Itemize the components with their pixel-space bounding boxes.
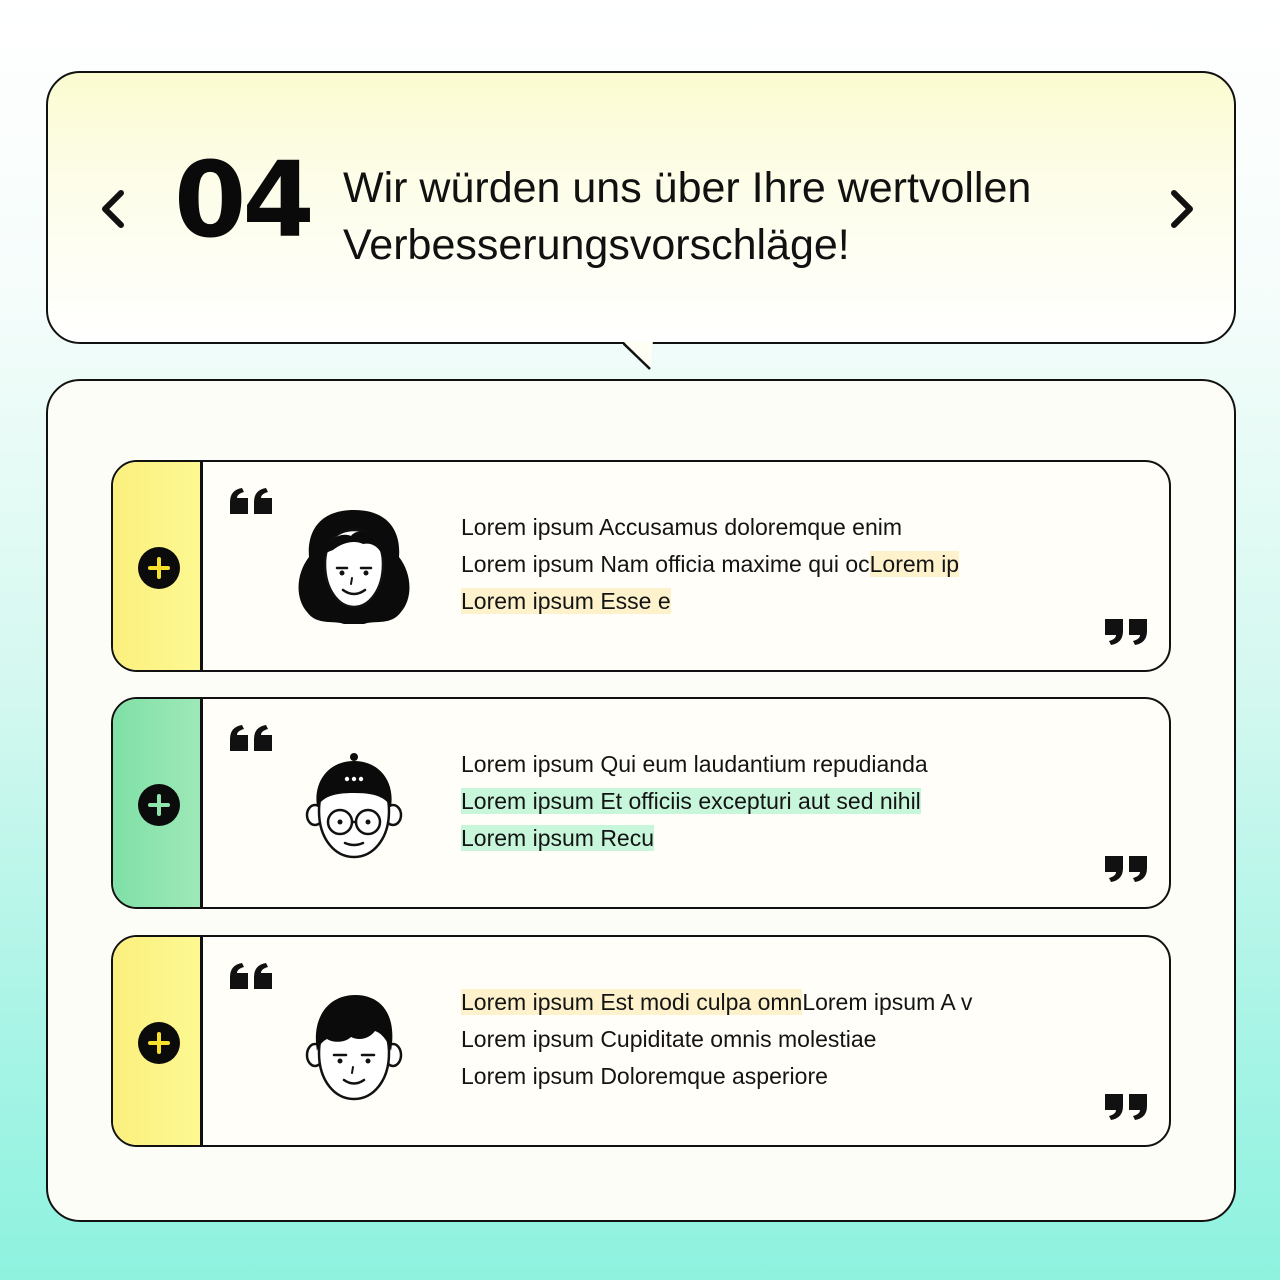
quote-open-icon: [228, 961, 276, 991]
testimonial-line: Lorem ipsum Cupiditate omnis molestiae: [461, 1026, 877, 1052]
quote-open-icon: [228, 723, 276, 753]
highlighted-text: Lorem ipsum Est modi culpa omn: [461, 989, 803, 1015]
chevron-left-icon[interactable]: [95, 185, 129, 233]
card-accent-bar: [113, 699, 203, 907]
testimonial-card: [111, 697, 1171, 909]
testimonial-card: [111, 460, 1171, 672]
highlighted-text: Lorem ip: [869, 551, 960, 577]
highlighted-text: Lorem ipsum Recu: [461, 825, 655, 851]
card-accent-bar: [113, 937, 203, 1145]
girl-curly-hair-avatar: [289, 502, 419, 632]
testimonial-card: [111, 935, 1171, 1147]
testimonial-text: [461, 984, 972, 1095]
testimonial-text: [461, 509, 959, 620]
testimonial-line: Lorem ipsum Nam officia maxime qui oc: [461, 551, 870, 577]
testimonial-line: Lorem ipsum Accusamus doloremque enim: [461, 514, 903, 540]
testimonial-text: [461, 746, 928, 857]
headline-line-2: Verbesserungsvorschläge!: [343, 221, 850, 269]
quote-open-icon: [228, 486, 276, 516]
testimonial-line: Lorem ipsum Doloremque asperiore: [461, 1063, 828, 1089]
page-headline: [343, 160, 1133, 274]
chevron-right-icon[interactable]: [1166, 185, 1200, 233]
speech-bubble-tail: [623, 341, 653, 371]
quote-close-icon: [1101, 617, 1149, 647]
headline-line-1: Wir würden uns über Ihre wertvollen: [343, 164, 1032, 212]
card-accent-bar: [113, 462, 203, 670]
quote-close-icon: [1101, 1092, 1149, 1122]
plus-circle-icon[interactable]: [138, 784, 180, 826]
testimonial-line: Lorem ipsum Qui eum laudantium repudianda: [461, 751, 928, 777]
boy-cap-glasses-avatar: [289, 739, 419, 869]
highlighted-text: Lorem ipsum Et officiis excepturi aut sed nihil: [461, 788, 921, 814]
step-number: 04: [174, 139, 311, 261]
testimonial-line: Lorem ipsum A v: [802, 989, 973, 1015]
plus-circle-icon[interactable]: [138, 1022, 180, 1064]
quote-close-icon: [1101, 854, 1149, 884]
highlighted-text: Lorem ipsum Esse e: [461, 588, 671, 614]
boy-short-hair-avatar: [289, 977, 419, 1107]
plus-circle-icon[interactable]: [138, 547, 180, 589]
